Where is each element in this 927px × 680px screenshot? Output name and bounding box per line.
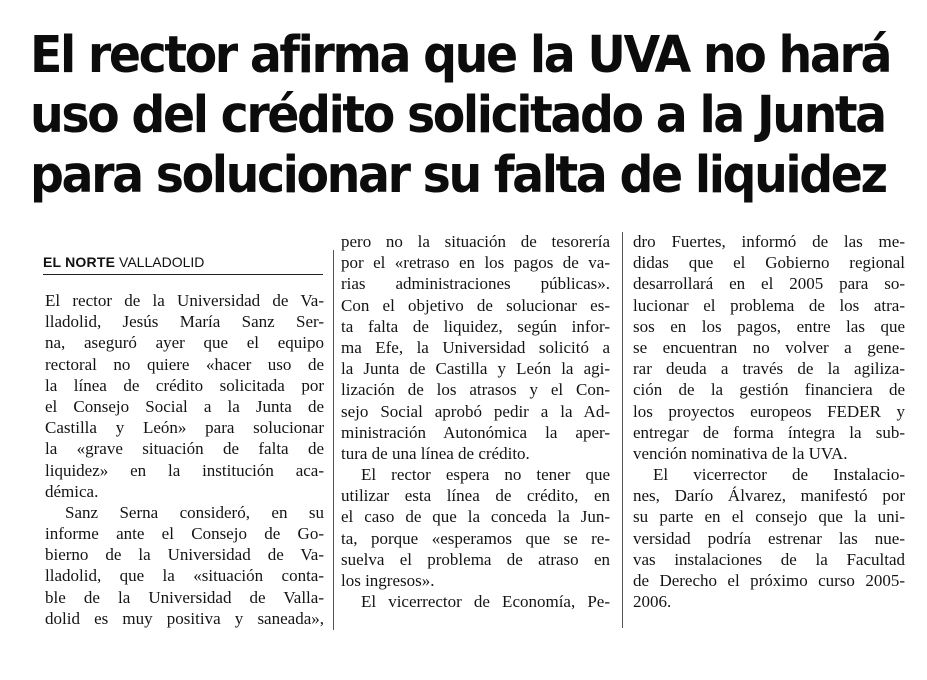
text-line: rar deuda a través de la agiliza- [633, 359, 905, 379]
text-line: de Derecho el próximo curso 2005- [633, 571, 905, 590]
text-line: versidad podría estrenar las nue- [633, 528, 905, 548]
text-line: 2006. [633, 592, 672, 612]
text-line: vas instalaciones de la Facultad [633, 549, 905, 569]
text-line: la «grave situación de falta de [45, 439, 324, 459]
text-line: desarrollará en el 2005 para so- [633, 274, 905, 294]
text-line: démica. [45, 481, 99, 501]
text-line: los proyectos europeos FEDER y [633, 401, 905, 421]
article-column-2 [341, 231, 610, 612]
text-line: liquidez» en la institución aca- [45, 460, 324, 480]
text-line: entregar de forma íntegra la sub- [633, 422, 905, 442]
text-line: lladolid, Jesús María Sanz Ser- [45, 312, 324, 332]
text-line: Castilla y León» para solucionar [45, 418, 324, 438]
text-line: los ingresos». [341, 571, 435, 590]
text-line: ministración Autonómica la aper- [341, 422, 610, 442]
article-column-1 [45, 290, 324, 629]
byline-city: VALLADOLID [119, 254, 205, 270]
headline-line: para solucionar su falta de liquidez [30, 146, 886, 205]
text-line: su parte en el consejo que la uni- [633, 507, 905, 527]
text-line: rias administraciones públicas». [341, 274, 610, 294]
text-line: El rector espera no tener que [361, 465, 610, 485]
text-line: el Consejo Social a la Junta de [45, 396, 324, 416]
text-line: El vicerrector de Instalacio- [653, 465, 905, 485]
text-line: lización de los atrasos y el Con- [341, 380, 610, 400]
headline-line: El rector afirma que la UVA no hará [30, 26, 891, 85]
headline [30, 26, 891, 206]
byline [43, 252, 323, 275]
text-line: sejo Social aprobó pedir a la Ad- [341, 401, 610, 421]
article-column-3 [633, 231, 905, 612]
text-line: ción de la gestión financiera de [633, 380, 905, 400]
text-line: lladolid, que la «situación conta- [45, 566, 324, 586]
text-line: ta falta de liquidez, según infor- [341, 316, 610, 336]
text-line: tura de una línea de crédito. [341, 443, 530, 463]
text-line: por el «retraso en los pagos de va- [341, 253, 610, 273]
text-line: suelva el problema de atraso en [341, 549, 610, 569]
text-line: ble de la Universidad de Valla- [45, 587, 324, 607]
text-line: didas que el Gobierno regional [633, 253, 905, 273]
column-divider [622, 232, 623, 628]
text-line: na, aseguró ayer que el equipo [45, 333, 324, 353]
text-line: Sanz Serna consideró, en su [65, 502, 324, 522]
text-line: el caso de que la conceda la Jun- [341, 507, 610, 527]
text-line: ma Efe, la Universidad solicitó a [341, 337, 610, 357]
text-line: pero no la situación de tesorería [341, 232, 610, 251]
text-line: El rector de la Universidad de Va- [45, 291, 324, 310]
text-line: lucionar el problema de los atra- [633, 295, 905, 315]
text-line: rectoral no quiere «hacer uso de [45, 354, 324, 374]
text-line: ta, porque «esperamos que se re- [341, 528, 610, 548]
headline-line: uso del crédito solicitado a la Junta [30, 86, 885, 145]
text-line: El vicerrector de Economía, Pe- [361, 592, 610, 612]
text-line: bierno de la Universidad de Va- [45, 545, 324, 565]
text-line: sos en los pagos, entre las que [633, 316, 905, 336]
text-line: la línea de crédito solicitada por [45, 375, 324, 395]
text-line: se encuentran no volver a gene- [633, 337, 905, 357]
text-line: utilizar esta línea de crédito, en [341, 486, 610, 506]
byline-newspaper: EL NORTE [43, 254, 116, 270]
text-line: Con el objetivo de solucionar es- [341, 295, 610, 315]
text-line: dolid es muy positiva y saneada», [45, 608, 324, 628]
text-line: la Junta de Castilla y León la agi- [341, 359, 610, 379]
text-line: dro Fuertes, informó de las me- [633, 232, 905, 251]
text-line: informe ante el Consejo de Go- [45, 524, 324, 544]
text-line: vención nominativa de la UVA. [633, 443, 848, 463]
text-line: nes, Darío Álvarez, manifestó por [633, 486, 905, 506]
column-divider [333, 250, 334, 630]
